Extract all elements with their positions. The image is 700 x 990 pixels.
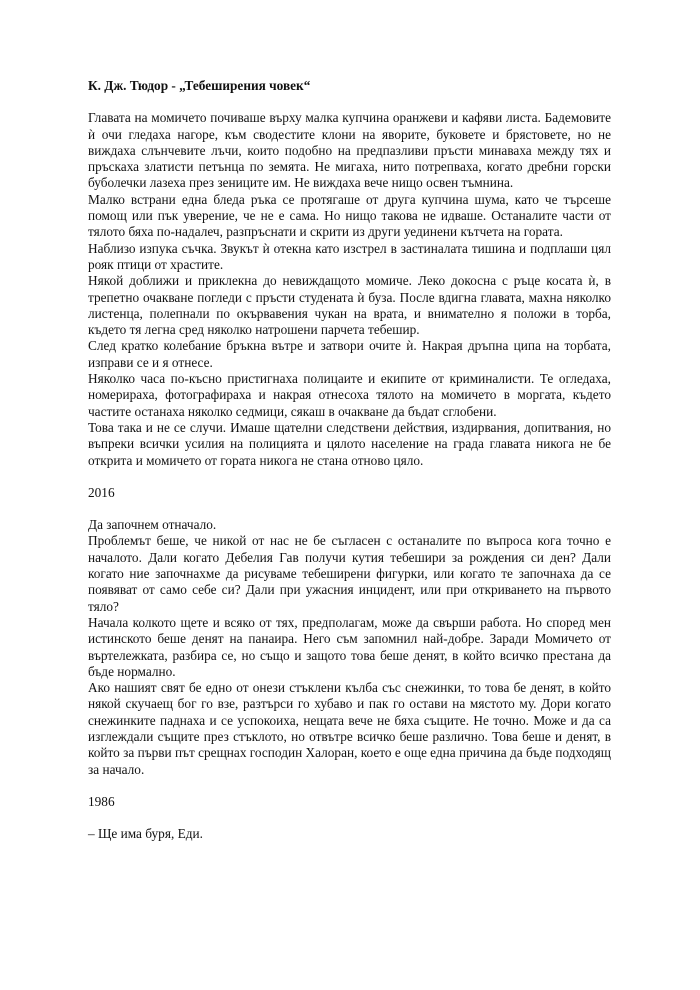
paragraph: След кратко колебание бръкна вътре и затвори очите ѝ. Накрая дръпна ципа на торбата, изправи се и я отнесе. [88,338,611,370]
section-2 [88,517,611,778]
document-page [88,78,611,842]
paragraph: Начала колкото щете и всяко от тях, предполагам, може да свърши работа. Но според мен истинското беше денят на панаира. Него съм запомнил най-добре. Заради Момичето от въртележката, разбира се, но също и защото това беше денят, в който всичко престана да бъде нормално. [88,614,611,679]
section-year-heading: 1986 [88,793,115,809]
paragraph: Това така и не се случи. Имаше щателни следствени действия, издирвания, допитвания, но въпреки всички усилия на полицията и цялото население на града главата никога не бе открита и момичето от гората никога не стана отново цяло. [88,419,611,468]
paragraph: – Ще има буря, Еди. [88,826,203,842]
section-year-heading: 2016 [88,484,115,500]
section-1 [88,110,611,469]
paragraph: Наблизо изпука съчка. Звукът ѝ отекна като изстрел в застиналата тишина и подплаши цял рояк птици от храстите. [88,240,611,272]
paragraph: Проблемът беше, че никой от нас не бе съгласен с останалите по въпроса кога точно е началото. Дали когато Дебелия Гав получи кутия тебешири за рождения си ден? Дали когато ние започнахме да рисуваме тебеширени фигурки, или когато те започнаха да се появяват от само себе си? Дали при ужасния инцидент, или при откриването на първото тяло? [88,533,611,614]
paragraph: Да започнем отначало. [88,517,217,533]
paragraph: Някой доближи и приклекна до невиждащото момиче. Леко докосна с ръце косата ѝ, в трепетно очакване погледи с пръсти студената ѝ буза. После вдигна главата, махна няколко листенца, полепнали по окървавения чукан на врата, и внимателно я положи в торба, където тя легна сред няколко натрошени парчета тебешир. [88,273,611,338]
paragraph: Малко встрани една бледа ръка се протягаше от друга купчина шума, като че търсеше помощ или пък уверение, че не е сама. Но нищо такова не идваше. Останалите части от тялото бяха по-надалеч, разпръснати и скрити из други уединени кътчета на гората. [88,191,611,240]
paragraph: Няколко часа по-късно пристигнаха полицаите и екипите от криминалисти. Те огледаха, номерираха, фотографираха и накрая отнесоха тялото на момичето в моргата, където частите останаха няколко седмици, сякаш в очакване да бъдат сглобени. [88,371,611,419]
document-title: К. Дж. Тюдор - „Тебеширения човек“ [88,78,311,93]
section-3 [88,826,611,842]
paragraph: Главата на момичето почиваше върху малка купчина оранжеви и кафяви листа. Бадемовите ѝ очи гледаха нагоре, към сводестите клони на яворите, буковете и брястовете, но не виждаха слънчевите лъчи, които подобно на предпазливи пръсти минаваха между тях и пръскаха златисти петънца по земята. Не мигаха, нито потрепваха, когато дребни горски буболечки лазеха през зениците им. Не виждаха вече нищо освен тъмнина. [88,110,611,191]
paragraph: Ако нашият свят бе едно от онези стъклени кълба със снежинки, то това бе денят, в който някой скучаещ бог го взе, разтърси го хубаво и пак го остави на мястото му. Дори когато снежинките паднаха и се успокоиха, нещата вече не бяха същите. Не точно. Може и да са изглеждали същите през стъклото, но отвътре всичко беше различно. Това беше и денят, в който за първи път срещнах господин Халоран, което е още една причина да бъде подходящ за начало. [88,680,611,777]
